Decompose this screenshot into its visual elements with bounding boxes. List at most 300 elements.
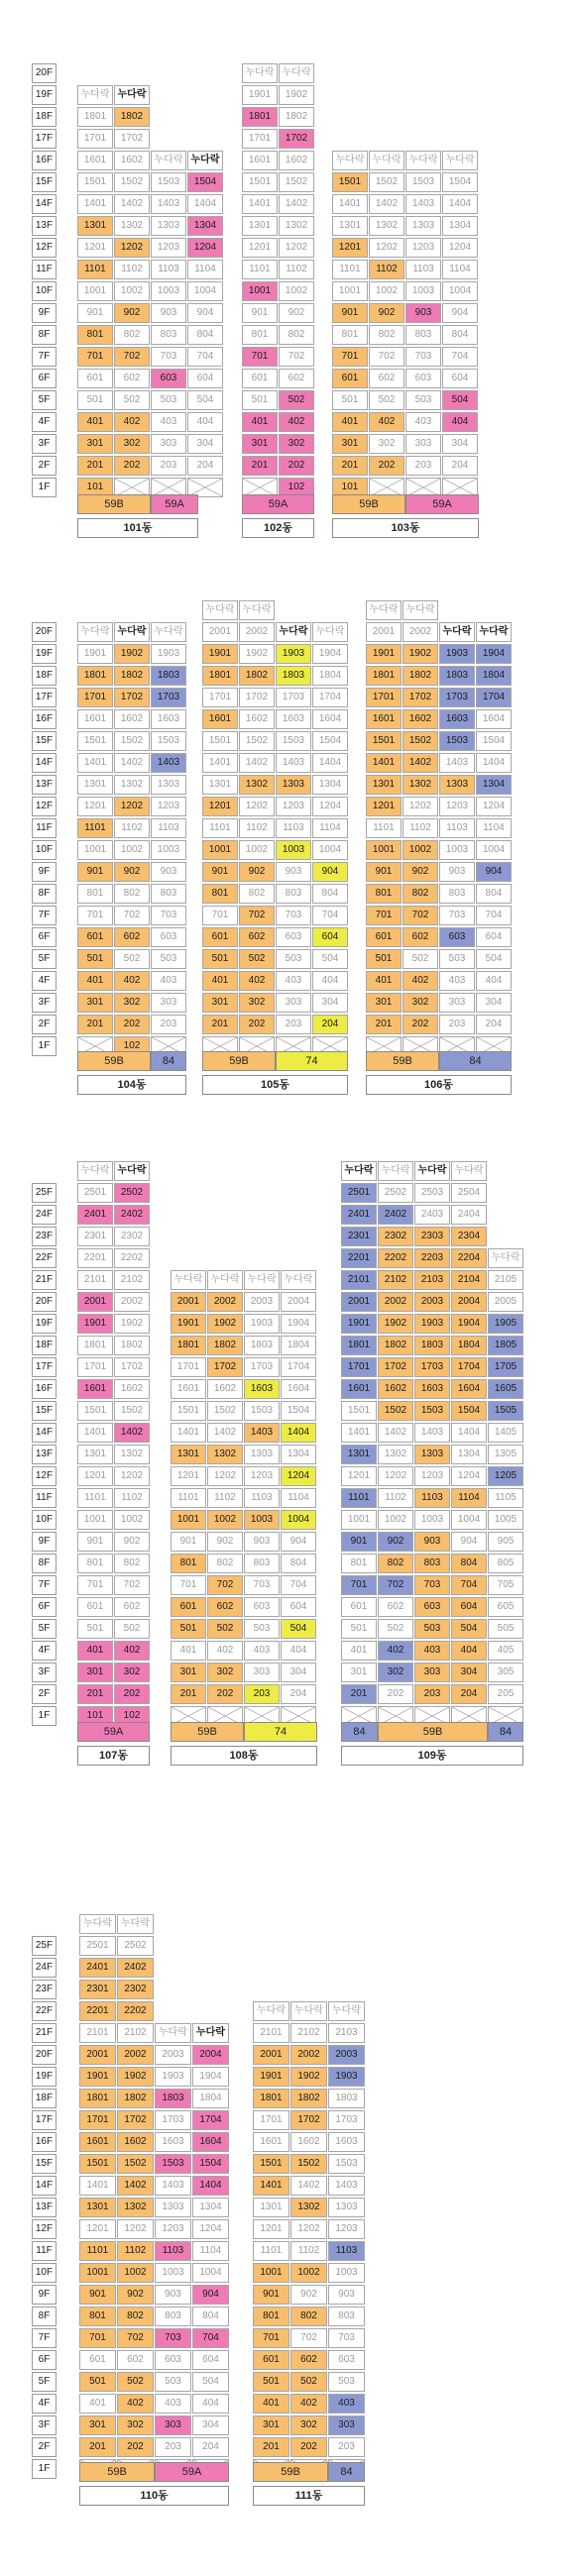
unit-cell[interactable]: 1802 (378, 1336, 413, 1355)
unit-cell[interactable]: 202 (402, 1015, 438, 1034)
unit-cell[interactable]: 502 (378, 1619, 413, 1639)
unit-cell[interactable]: 404 (281, 1641, 316, 1661)
unit-cell[interactable]: 403 (151, 971, 186, 991)
unit-cell[interactable]: 1503 (328, 2154, 365, 2174)
unit-cell[interactable]: 2001 (253, 2045, 289, 2065)
unit-cell[interactable]: 901 (77, 1532, 113, 1552)
unit-cell[interactable]: 1405 (488, 1423, 523, 1443)
unit-cell[interactable]: 401 (77, 971, 113, 991)
unit-cell[interactable]: 1402 (239, 753, 275, 773)
unit-cell[interactable]: 1103 (244, 1488, 280, 1508)
unit-cell[interactable]: 302 (290, 2415, 327, 2435)
unit-cell[interactable]: 204 (312, 1015, 348, 1034)
unit-cell[interactable]: 1001 (242, 281, 278, 301)
unit-cell[interactable]: 1504 (312, 731, 348, 751)
unit-cell[interactable]: 1503 (414, 1401, 450, 1421)
unit-cell[interactable]: 402 (279, 412, 314, 432)
unit-cell[interactable]: 1302 (369, 216, 404, 236)
unit-cell[interactable]: 1902 (239, 644, 275, 664)
unit-cell[interactable]: 1203 (439, 797, 475, 816)
unit-cell[interactable]: 1002 (207, 1510, 243, 1530)
unit-cell[interactable]: 901 (341, 1532, 377, 1552)
unit-cell[interactable]: 1502 (378, 1401, 413, 1421)
unit-cell[interactable]: 1704 (281, 1357, 316, 1377)
unit-cell[interactable]: 1201 (77, 1466, 113, 1486)
unit-cell[interactable]: 702 (114, 1575, 150, 1595)
unit-cell[interactable]: 702 (402, 906, 438, 925)
unit-cell[interactable]: 1403 (151, 194, 186, 214)
unit-cell[interactable]: 1003 (414, 1510, 450, 1530)
unit-cell[interactable]: 1002 (114, 281, 150, 301)
unit-cell[interactable]: 403 (244, 1641, 280, 1661)
unit-cell[interactable]: 202 (114, 1684, 150, 1704)
unit-cell[interactable]: 1804 (281, 1336, 316, 1355)
unit-cell[interactable]: 2101 (253, 2023, 289, 2043)
unit-cell[interactable]: 1702 (279, 129, 314, 149)
unit-cell[interactable]: 1904 (192, 2067, 229, 2087)
unit-cell[interactable]: 1804 (476, 666, 512, 686)
unit-cell[interactable]: 502 (402, 949, 438, 969)
unit-cell[interactable]: 1504 (476, 731, 512, 751)
unit-cell[interactable]: 204 (281, 1684, 316, 1704)
unit-cell[interactable]: 1504 (442, 172, 478, 192)
unit-cell[interactable]: 2302 (378, 1227, 413, 1246)
unit-cell[interactable]: 1501 (77, 172, 113, 192)
unit-cell[interactable]: 803 (151, 325, 186, 345)
unit-cell[interactable]: 1902 (207, 1314, 243, 1334)
unit-cell[interactable]: 704 (281, 1575, 316, 1595)
unit-cell[interactable]: 701 (242, 347, 278, 367)
unit-cell[interactable]: 1202 (207, 1466, 243, 1486)
unit-cell[interactable]: 304 (281, 1663, 316, 1682)
unit-cell[interactable]: 1804 (451, 1336, 487, 1355)
unit-cell[interactable]: 1402 (279, 194, 314, 214)
unit-cell[interactable]: 303 (328, 2415, 365, 2435)
unit-cell[interactable]: 1402 (114, 1423, 150, 1443)
unit-cell[interactable]: 702 (369, 347, 404, 367)
unit-cell[interactable]: 701 (171, 1575, 206, 1595)
unit-cell[interactable]: 2304 (451, 1227, 487, 1246)
unit-cell[interactable]: 204 (476, 1015, 512, 1034)
unit-cell[interactable]: 2001 (77, 1292, 113, 1312)
unit-cell[interactable]: 1701 (366, 688, 402, 707)
unit-cell[interactable]: 404 (451, 1641, 487, 1661)
unit-cell[interactable]: 2401 (77, 1205, 113, 1225)
unit-cell[interactable]: 403 (328, 2394, 365, 2414)
unit-cell[interactable]: 703 (405, 347, 441, 367)
unit-cell[interactable]: 704 (187, 347, 223, 367)
unit-cell[interactable]: 1201 (171, 1466, 206, 1486)
unit-cell[interactable]: 202 (114, 1015, 150, 1034)
unit-cell[interactable]: 203 (414, 1684, 450, 1704)
unit-cell[interactable]: 503 (151, 390, 186, 410)
unit-cell[interactable]: 1802 (290, 2089, 327, 2108)
unit-cell[interactable]: 1203 (244, 1466, 280, 1486)
unit-cell[interactable]: 801 (253, 2307, 289, 2326)
unit-cell[interactable]: 704 (476, 906, 512, 925)
unit-cell[interactable]: 1304 (312, 775, 348, 795)
unit-cell[interactable]: 602 (378, 1597, 413, 1617)
unit-cell[interactable]: 1204 (442, 238, 478, 258)
unit-cell[interactable]: 2002 (378, 1292, 413, 1312)
unit-cell[interactable]: 903 (439, 862, 475, 882)
unit-cell[interactable]: 903 (276, 862, 311, 882)
unit-cell[interactable]: 1504 (281, 1401, 316, 1421)
unit-cell[interactable]: 1603 (414, 1379, 450, 1399)
unit-cell[interactable]: 1204 (451, 1466, 487, 1486)
unit-cell[interactable]: 1902 (402, 644, 438, 664)
unit-cell[interactable]: 901 (202, 862, 238, 882)
unit-cell[interactable]: 1704 (192, 2110, 229, 2130)
unit-cell[interactable]: 1203 (405, 238, 441, 258)
unit-cell[interactable]: 2301 (79, 1980, 116, 1999)
unit-cell[interactable]: 2403 (414, 1205, 450, 1225)
unit-cell[interactable]: 1304 (187, 216, 223, 236)
unit-cell[interactable]: 1202 (114, 238, 150, 258)
unit-cell[interactable]: 201 (171, 1684, 206, 1704)
unit-cell[interactable]: 302 (114, 1663, 150, 1682)
unit-cell[interactable]: 1205 (488, 1466, 523, 1486)
unit-cell[interactable]: 1201 (253, 2219, 289, 2239)
unit-cell[interactable]: 1603 (276, 709, 311, 729)
unit-cell[interactable]: 1802 (402, 666, 438, 686)
unit-cell[interactable]: 1504 (451, 1401, 487, 1421)
unit-cell[interactable]: 1102 (114, 1488, 150, 1508)
unit-cell[interactable]: 1602 (402, 709, 438, 729)
unit-cell[interactable]: 1203 (414, 1466, 450, 1486)
unit-cell[interactable]: 1602 (114, 709, 150, 729)
unit-cell[interactable]: 1503 (439, 731, 475, 751)
unit-cell[interactable]: 503 (328, 2372, 365, 2392)
unit-cell[interactable]: 1301 (77, 1445, 113, 1464)
unit-cell[interactable]: 601 (332, 369, 368, 388)
unit-cell[interactable]: 1003 (439, 840, 475, 860)
unit-cell[interactable]: 1501 (341, 1401, 377, 1421)
unit-cell[interactable]: 1302 (117, 2198, 154, 2217)
unit-cell[interactable]: 701 (341, 1575, 377, 1595)
unit-cell[interactable]: 201 (332, 456, 368, 476)
unit-cell[interactable]: 1605 (488, 1379, 523, 1399)
unit-cell[interactable]: 902 (378, 1532, 413, 1552)
unit-cell[interactable]: 1403 (155, 2176, 191, 2196)
unit-cell[interactable]: 1404 (281, 1423, 316, 1443)
unit-cell[interactable]: 1701 (171, 1357, 206, 1377)
unit-cell[interactable]: 1501 (77, 1401, 113, 1421)
unit-cell[interactable]: 302 (117, 2415, 154, 2435)
unit-cell[interactable]: 1901 (77, 1314, 113, 1334)
unit-cell[interactable]: 1103 (151, 260, 186, 279)
unit-cell[interactable]: 701 (79, 2328, 116, 2348)
unit-cell[interactable]: 804 (281, 1554, 316, 1573)
unit-cell[interactable]: 802 (207, 1554, 243, 1573)
unit-cell[interactable]: 1002 (114, 840, 150, 860)
unit-cell[interactable]: 1302 (279, 216, 314, 236)
unit-cell[interactable]: 401 (366, 971, 402, 991)
unit-cell[interactable]: 1301 (77, 775, 113, 795)
unit-cell[interactable]: 904 (451, 1532, 487, 1552)
unit-cell[interactable]: 1301 (171, 1445, 206, 1464)
unit-cell[interactable]: 1502 (117, 2154, 154, 2174)
unit-cell[interactable]: 602 (290, 2350, 327, 2370)
unit-cell[interactable]: 904 (192, 2285, 229, 2305)
unit-cell[interactable]: 1101 (341, 1488, 377, 1508)
unit-cell[interactable]: 402 (378, 1641, 413, 1661)
unit-cell[interactable]: 1603 (328, 2132, 365, 2152)
unit-cell[interactable]: 504 (442, 390, 478, 410)
unit-cell[interactable]: 1403 (151, 753, 186, 773)
unit-cell[interactable]: 702 (239, 906, 275, 925)
unit-cell[interactable]: 702 (290, 2328, 327, 2348)
unit-cell[interactable]: 702 (114, 906, 150, 925)
unit-cell[interactable]: 303 (414, 1663, 450, 1682)
unit-cell[interactable]: 501 (171, 1619, 206, 1639)
unit-cell[interactable]: 303 (439, 993, 475, 1013)
unit-cell[interactable]: 1302 (378, 1445, 413, 1464)
unit-cell[interactable]: 2201 (341, 1248, 377, 1268)
unit-cell[interactable]: 802 (114, 1554, 150, 1573)
unit-cell[interactable]: 201 (79, 2437, 116, 2457)
unit-cell[interactable]: 1303 (439, 775, 475, 795)
unit-cell[interactable]: 1502 (279, 172, 314, 192)
unit-cell[interactable]: 603 (244, 1597, 280, 1617)
unit-cell[interactable]: 901 (253, 2285, 289, 2305)
unit-cell[interactable]: 404 (442, 412, 478, 432)
unit-cell[interactable]: 1101 (253, 2241, 289, 2261)
unit-cell[interactable]: 501 (202, 949, 238, 969)
unit-cell[interactable]: 1601 (202, 709, 238, 729)
unit-cell[interactable]: 1402 (207, 1423, 243, 1443)
unit-cell[interactable]: 2002 (290, 2045, 327, 2065)
unit-cell[interactable]: 1102 (117, 2241, 154, 2261)
unit-cell[interactable]: 1901 (79, 2067, 116, 2087)
unit-cell[interactable]: 902 (114, 1532, 150, 1552)
unit-cell[interactable]: 1401 (77, 753, 113, 773)
unit-cell[interactable]: 303 (155, 2415, 191, 2435)
unit-cell[interactable]: 302 (114, 993, 150, 1013)
unit-cell[interactable]: 1401 (79, 2176, 116, 2196)
unit-cell[interactable]: 802 (117, 2307, 154, 2326)
unit-cell[interactable]: 2002 (402, 622, 438, 642)
unit-cell[interactable]: 1602 (117, 2132, 154, 2152)
unit-cell[interactable]: 1001 (341, 1510, 377, 1530)
unit-cell[interactable]: 1404 (187, 194, 223, 214)
unit-cell[interactable]: 1603 (155, 2132, 191, 2152)
unit-cell[interactable]: 803 (276, 884, 311, 904)
unit-cell[interactable]: 1203 (151, 238, 186, 258)
unit-cell[interactable]: 1502 (402, 731, 438, 751)
unit-cell[interactable]: 703 (276, 906, 311, 925)
unit-cell[interactable]: 301 (341, 1663, 377, 1682)
unit-cell[interactable]: 1402 (402, 753, 438, 773)
unit-cell[interactable]: 1801 (366, 666, 402, 686)
unit-cell[interactable]: 1003 (276, 840, 311, 860)
unit-cell[interactable]: 1204 (187, 238, 223, 258)
unit-cell[interactable]: 1703 (439, 688, 475, 707)
unit-cell[interactable]: 1101 (242, 260, 278, 279)
unit-cell[interactable]: 1102 (290, 2241, 327, 2261)
unit-cell[interactable]: 601 (253, 2350, 289, 2370)
unit-cell[interactable]: 402 (402, 971, 438, 991)
unit-cell[interactable]: 1201 (242, 238, 278, 258)
unit-cell[interactable]: 902 (239, 862, 275, 882)
unit-cell[interactable]: 504 (281, 1619, 316, 1639)
unit-cell[interactable]: 705 (488, 1575, 523, 1595)
unit-cell[interactable]: 1104 (442, 260, 478, 279)
unit-cell[interactable]: 602 (402, 927, 438, 947)
unit-cell[interactable]: 1602 (207, 1379, 243, 1399)
unit-cell[interactable]: 1604 (312, 709, 348, 729)
unit-cell[interactable]: 1003 (244, 1510, 280, 1530)
unit-cell[interactable]: 402 (114, 1641, 150, 1661)
unit-cell[interactable]: 1202 (239, 797, 275, 816)
unit-cell[interactable]: 1901 (202, 644, 238, 664)
unit-cell[interactable]: 503 (414, 1619, 450, 1639)
unit-cell[interactable]: 1003 (328, 2263, 365, 2283)
unit-cell[interactable]: 403 (405, 412, 441, 432)
unit-cell[interactable]: 2002 (207, 1292, 243, 1312)
unit-cell[interactable]: 604 (281, 1597, 316, 1617)
unit-cell[interactable]: 601 (79, 2350, 116, 2370)
unit-cell[interactable]: 1101 (202, 818, 238, 838)
unit-cell[interactable]: 1602 (290, 2132, 327, 2152)
unit-cell[interactable]: 503 (405, 390, 441, 410)
unit-cell[interactable]: 2201 (79, 2001, 116, 2021)
unit-cell[interactable]: 501 (332, 390, 368, 410)
unit-cell[interactable]: 2302 (114, 1227, 150, 1246)
unit-cell[interactable]: 603 (155, 2350, 191, 2370)
unit-cell[interactable]: 602 (279, 369, 314, 388)
unit-cell[interactable]: 2001 (202, 622, 238, 642)
unit-cell[interactable]: 902 (369, 303, 404, 323)
unit-cell[interactable]: 1402 (114, 194, 150, 214)
unit-cell[interactable]: 1701 (202, 688, 238, 707)
unit-cell[interactable]: 604 (187, 369, 223, 388)
unit-cell[interactable]: 1101 (77, 260, 113, 279)
unit-cell[interactable]: 1904 (476, 644, 512, 664)
unit-cell[interactable]: 1303 (405, 216, 441, 236)
unit-cell[interactable]: 601 (202, 927, 238, 947)
unit-cell[interactable]: 204 (192, 2437, 229, 2457)
unit-cell[interactable]: 1803 (151, 666, 186, 686)
unit-cell[interactable]: 1801 (77, 1336, 113, 1355)
unit-cell[interactable]: 1002 (378, 1510, 413, 1530)
unit-cell[interactable]: 2102 (114, 1270, 150, 1290)
unit-cell[interactable]: 203 (151, 1015, 186, 1034)
unit-cell[interactable]: 202 (369, 456, 404, 476)
unit-cell[interactable]: 804 (187, 325, 223, 345)
unit-cell[interactable]: 703 (155, 2328, 191, 2348)
unit-cell[interactable]: 102 (114, 1706, 150, 1726)
unit-cell[interactable]: 904 (281, 1532, 316, 1552)
unit-cell[interactable]: 2003 (328, 2045, 365, 2065)
unit-cell[interactable]: 1304 (192, 2198, 229, 2217)
unit-cell[interactable]: 1103 (405, 260, 441, 279)
unit-cell[interactable]: 2004 (451, 1292, 487, 1312)
unit-cell[interactable]: 1001 (79, 2263, 116, 2283)
unit-cell[interactable]: 605 (488, 1597, 523, 1617)
unit-cell[interactable]: 1401 (253, 2176, 289, 2196)
unit-cell[interactable]: 203 (276, 1015, 311, 1034)
unit-cell[interactable]: 604 (476, 927, 512, 947)
unit-cell[interactable]: 801 (171, 1554, 206, 1573)
unit-cell[interactable]: 1701 (79, 2110, 116, 2130)
unit-cell[interactable]: 1401 (77, 194, 113, 214)
unit-cell[interactable]: 1501 (332, 172, 368, 192)
unit-cell[interactable]: 1002 (117, 2263, 154, 2283)
unit-cell[interactable]: 1001 (253, 2263, 289, 2283)
unit-cell[interactable]: 604 (312, 927, 348, 947)
unit-cell[interactable]: 1104 (187, 260, 223, 279)
unit-cell[interactable]: 901 (79, 2285, 116, 2305)
unit-cell[interactable]: 1002 (114, 1510, 150, 1530)
unit-cell[interactable]: 1102 (369, 260, 404, 279)
unit-cell[interactable]: 2005 (488, 1292, 523, 1312)
unit-cell[interactable]: 1001 (366, 840, 402, 860)
unit-cell[interactable]: 303 (276, 993, 311, 1013)
unit-cell[interactable]: 1702 (114, 688, 150, 707)
unit-cell[interactable]: 1402 (117, 2176, 154, 2196)
unit-cell[interactable]: 304 (312, 993, 348, 1013)
unit-cell[interactable]: 304 (442, 434, 478, 454)
unit-cell[interactable]: 603 (276, 927, 311, 947)
unit-cell[interactable]: 501 (79, 2372, 116, 2392)
unit-cell[interactable]: 1604 (476, 709, 512, 729)
unit-cell[interactable]: 1501 (242, 172, 278, 192)
unit-cell[interactable]: 1103 (439, 818, 475, 838)
unit-cell[interactable]: 1304 (442, 216, 478, 236)
unit-cell[interactable]: 901 (77, 303, 113, 323)
unit-cell[interactable]: 402 (117, 2394, 154, 2414)
unit-cell[interactable]: 502 (239, 949, 275, 969)
unit-cell[interactable]: 1601 (366, 709, 402, 729)
unit-cell[interactable]: 303 (151, 434, 186, 454)
unit-cell[interactable]: 301 (171, 1663, 206, 1682)
unit-cell[interactable]: 805 (488, 1554, 523, 1573)
unit-cell[interactable]: 902 (279, 303, 314, 323)
unit-cell[interactable]: 1501 (171, 1401, 206, 1421)
unit-cell[interactable]: 1903 (276, 644, 311, 664)
unit-cell[interactable]: 1101 (77, 818, 113, 838)
unit-cell[interactable]: 1503 (276, 731, 311, 751)
unit-cell[interactable]: 1904 (451, 1314, 487, 1334)
unit-cell[interactable]: 401 (332, 412, 368, 432)
unit-cell[interactable]: 1302 (402, 775, 438, 795)
unit-cell[interactable]: 1802 (207, 1336, 243, 1355)
unit-cell[interactable]: 903 (155, 2285, 191, 2305)
unit-cell[interactable]: 2402 (378, 1205, 413, 1225)
unit-cell[interactable]: 1901 (171, 1314, 206, 1334)
unit-cell[interactable]: 1003 (405, 281, 441, 301)
unit-cell[interactable]: 1301 (332, 216, 368, 236)
unit-cell[interactable]: 503 (244, 1619, 280, 1639)
unit-cell[interactable]: 703 (151, 906, 186, 925)
unit-cell[interactable]: 1401 (242, 194, 278, 214)
unit-cell[interactable]: 1103 (151, 818, 186, 838)
unit-cell[interactable]: 1901 (341, 1314, 377, 1334)
unit-cell[interactable]: 1703 (151, 688, 186, 707)
unit-cell[interactable]: 1804 (312, 666, 348, 686)
unit-cell[interactable]: 203 (439, 1015, 475, 1034)
unit-cell[interactable]: 801 (77, 884, 113, 904)
unit-cell[interactable]: 401 (77, 412, 113, 432)
unit-cell[interactable]: 1601 (253, 2132, 289, 2152)
unit-cell[interactable]: 203 (328, 2437, 365, 2457)
unit-cell[interactable]: 501 (77, 949, 113, 969)
unit-cell[interactable]: 1704 (451, 1357, 487, 1377)
unit-cell[interactable]: 1501 (253, 2154, 289, 2174)
unit-cell[interactable]: 204 (187, 456, 223, 476)
unit-cell[interactable]: 203 (405, 456, 441, 476)
